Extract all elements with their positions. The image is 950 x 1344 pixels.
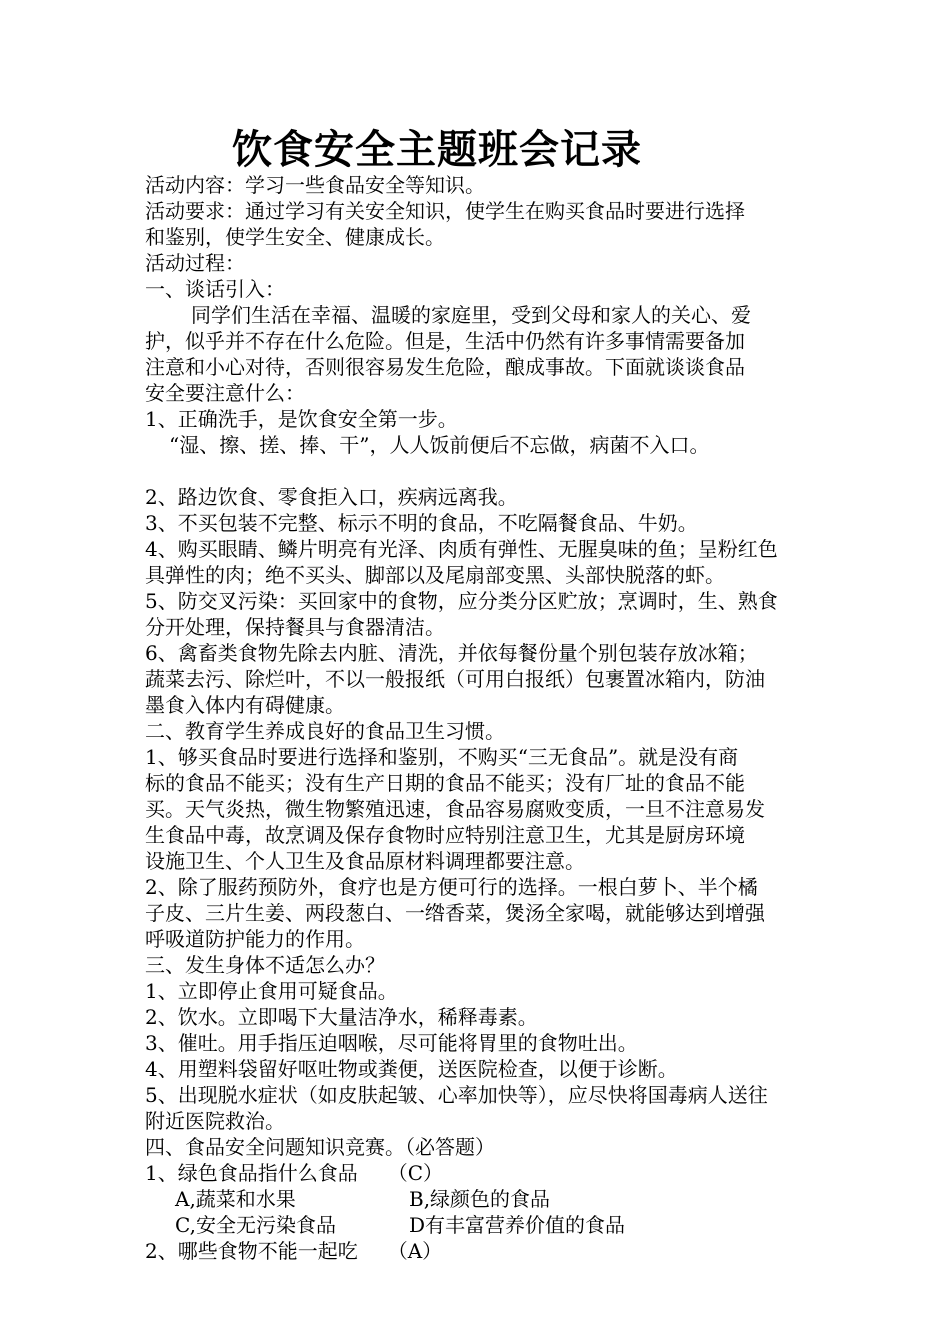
- quiz-options-row: [145, 1186, 811, 1212]
- list-item: 1、正确洗手，是饮食安全第一步。: [145, 407, 458, 431]
- list-item-continued: 设施卫生、个人卫生及食品原材料调理都要注意。: [145, 849, 585, 873]
- activity-content-line: 活动内容：学习一些食品安全等知识。: [145, 173, 485, 197]
- list-item-continued: 呼吸道防护能力的作用。: [145, 927, 365, 951]
- quiz-option-b: B,绿颜色的食品: [409, 1187, 551, 1211]
- blank-line: [145, 458, 811, 484]
- list-item: 4、购买眼睛、鳞片明亮有光泽、肉质有弹性、无腥臭味的鱼；呈粉红色: [145, 537, 778, 561]
- section-heading-3: 三、发生身体不适怎么办？: [145, 953, 385, 977]
- list-item: 2、饮水。立即喝下大量洁净水，稀释毒素。: [145, 1005, 538, 1029]
- list-item: 5、防交叉污染：买回家中的食物，应分类分区贮放；烹调时，生、熟食: [145, 589, 778, 613]
- list-item-continued: 具弹性的肉；绝不买头、脚部以及尾扇部变黑、头部快脱落的虾。: [145, 563, 725, 587]
- paragraph-line: 安全要注意什么：: [145, 381, 305, 405]
- paragraph-line: 注意和小心对待，否则很容易发生危险，酿成事故。下面就谈谈食品: [145, 355, 745, 379]
- list-item: 2、除了服药预防外，食疗也是方便可行的选择。一根白萝卜、半个橘: [145, 875, 758, 899]
- list-item-continued: 附近医院救治。: [145, 1109, 285, 1133]
- section-heading-2: 二、教育学生养成良好的食品卫生习惯。: [145, 719, 505, 743]
- list-item: 4、用塑料袋留好呕吐物或粪便，送医院检查，以便于诊断。: [145, 1057, 678, 1081]
- list-item-continued: 蔬菜去污、除烂叶，不以一般报纸（可用白报纸）包裹置冰箱内，防油: [145, 667, 765, 691]
- section-heading-4: 四、食品安全问题知识竞赛。（必答题）: [145, 1135, 495, 1159]
- quiz-answer: （C）: [387, 1161, 444, 1185]
- quiz-option-c: C,安全无污染食品: [175, 1213, 336, 1237]
- list-item: 5、出现脱水症状（如皮肤起皱、心率加快等），应尽快将国毒病人送往: [145, 1083, 768, 1107]
- list-item-continued: 生食品中毒，故烹调及保存食物时应特别注意卫生，尤其是厨房环境: [145, 823, 745, 847]
- quiz-question-text: 1、绿色食品指什么食品: [145, 1161, 358, 1185]
- list-item-continued: 子皮、三片生姜、两段葱白、一绺香菜，煲汤全家喝，就能够达到增强: [145, 901, 765, 925]
- section-heading-1: 一、谈话引入：: [145, 277, 285, 301]
- list-item-continued: 标的食品不能买；没有生产日期的食品不能买；没有厂址的食品不能: [145, 771, 745, 795]
- list-item: 6、禽畜类食物先除去内脏、清洗，并依每餐份量个别包装存放冰箱；: [145, 641, 758, 665]
- quiz-option-d: D有丰富营养价值的食品: [409, 1213, 626, 1237]
- document-body: [145, 172, 811, 1264]
- paragraph-line: 护，似乎并不存在什么危险。但是，生活中仍然有许多事情需要备加: [145, 329, 745, 353]
- paragraph-line: 同学们生活在幸福、温暖的家庭里，受到父母和家人的关心、爱: [191, 303, 751, 327]
- document-title: 饮食安全主题班会记录: [232, 126, 642, 173]
- quiz-answer: （A）: [387, 1239, 443, 1263]
- quiz-question-2: [145, 1238, 811, 1264]
- quiz-options-row: [145, 1212, 811, 1238]
- list-item: 1、够买食品时要进行选择和鉴别，不购买“三无食品”。就是没有商: [145, 745, 739, 769]
- list-item-continued: 分开处理，保持餐具与食器清洁。: [145, 615, 445, 639]
- list-item-detail: “湿、擦、搓、捧、干”，人人饭前便后不忘做，病菌不入口。: [169, 433, 710, 457]
- activity-requirement-line: 活动要求：通过学习有关安全知识，使学生在购买食品时要进行选择: [145, 199, 745, 223]
- activity-process-heading: 活动过程：: [145, 251, 245, 275]
- quiz-question-1: [145, 1160, 811, 1186]
- list-item: 1、立即停止食用可疑食品。: [145, 979, 398, 1003]
- list-item: 3、催吐。用手指压迫咽喉，尽可能将胃里的食物吐出。: [145, 1031, 638, 1055]
- list-item-continued: 买。天气炎热，微生物繁殖迅速，食品容易腐败变质，一旦不注意易发: [145, 797, 765, 821]
- list-item-continued: 墨食入体内有碍健康。: [145, 693, 345, 717]
- text-line: 和鉴别，使学生安全、健康成长。: [145, 225, 445, 249]
- quiz-question-text: 2、哪些食物不能一起吃: [145, 1239, 358, 1263]
- quiz-option-a: A,蔬菜和水果: [175, 1187, 296, 1211]
- list-item: 2、路边饮食、零食拒入口，疾病远离我。: [145, 485, 518, 509]
- list-item: 3、不买包装不完整、标示不明的食品，不吃隔餐食品、牛奶。: [145, 511, 698, 535]
